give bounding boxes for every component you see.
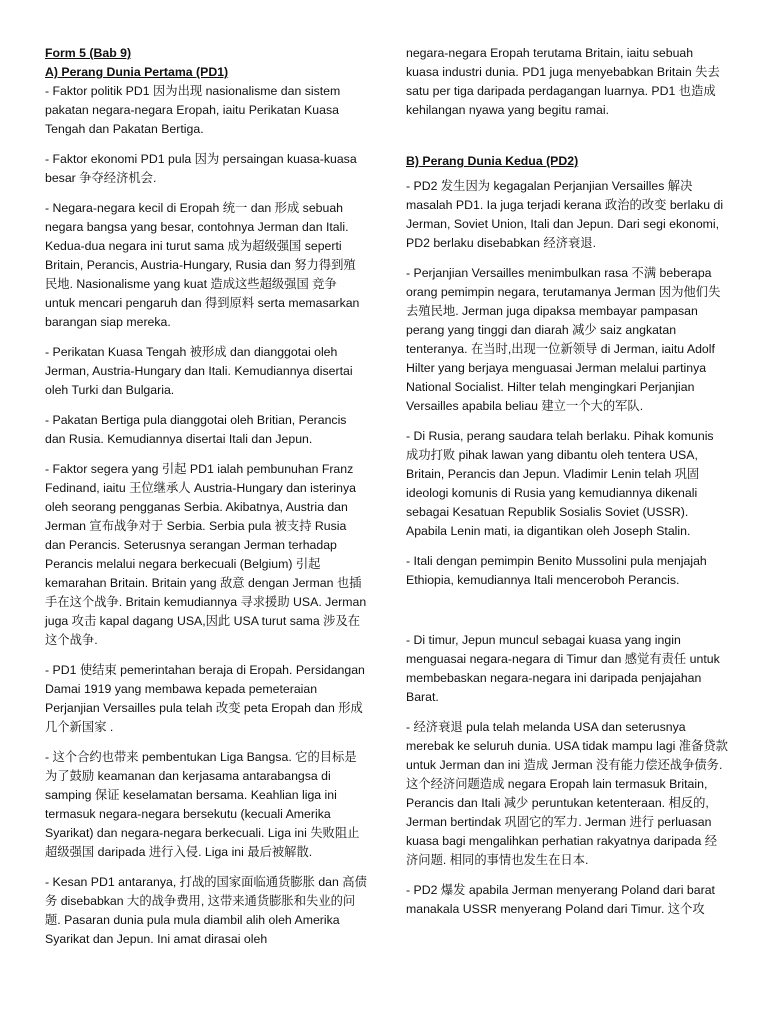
form-label: Form 5 (Bab 9) xyxy=(45,46,132,60)
paragraph: - 这个合约也带来 pembentukan Liga Bangsa. 它的目标是为了鼓励 keamanan dan kerjasama antarabangsa di samping 保证 keselamatan bersama. Keahlian liga ini termasuk negara-negara bersekutu (kecuali Amerika Syarikat) dan negara-negara berkecuali. Liga ini 失败阻止超级强国 daripada 进行入侵. Liga ini 最后被解散. xyxy=(45,750,360,859)
paragraph: - Itali dengan pemimpin Benito Mussolini pula menjajah Ethiopia, kemudiannya Itali menceroboh Perancis. xyxy=(406,554,707,587)
paragraph: - Kesan PD1 antaranya, 打战的国家面临通货膨胀 dan 高债务 disebabkan 大的战争费用, 这带来通货膨胀和失业的问题. Pasaran dunia pula mula diambil alih oleh Amerika Syarikat dan Jepun. Ini amat dirasai oleh xyxy=(45,875,367,946)
left-column xyxy=(45,44,367,960)
paragraph: - Faktor politik PD1 因为出现 nasionalisme dan sistem pakatan negara-negara Eropah, iaitu Perikatan Kuasa Tengah dan Pakatan Bertiga. xyxy=(45,84,341,136)
paragraph: - Negara-negara kecil di Eropah 统一 dan 形成 sebuah negara bangsa yang besar, contohnya Jerman dan Itali. Kedua-dua negara ini turut sama 成为超级强国 seperti Britain, Perancis, Austria-Hungary, Rusia dan 努力得到殖民地. Nasionalisme yang kuat 造成这些超级强国 竞争 untuk mencari pengaruh dan 得到原料 serta memasarkan barangan siap mereka. xyxy=(45,201,360,329)
paragraph: - PD2 爆发 apabila Jerman menyerang Poland dari barat manakala USSR menyerang Poland dari Timur. 这个攻 xyxy=(406,883,715,916)
section-heading-pd2: B) Perang Dunia Kedua (PD2) xyxy=(406,154,579,168)
paragraph: - PD1 使结束 pemerintahan beraja di Eropah. Persidangan Damai 1919 yang membawa kepada pemeteraian Perjanjian Versailles pula telah 改变 peta Eropah dan 形成几个新国家 . xyxy=(45,663,365,734)
paragraph: - Faktor ekonomi PD1 pula 因为 persaingan kuasa-kuasa besar 争夺经济机会. xyxy=(45,152,357,185)
spacer xyxy=(406,601,728,631)
paragraph-continuation: negara-negara Eropah terutama Britain, iaitu sebuah kuasa industri dunia. PD1 juga menyebabkan Britain 失去 satu per tiga daripada perdagangan luarnya. PD1 也造成 kehilangan nyawa yang begitu ramai. xyxy=(406,46,720,117)
paragraph: - Di Rusia, perang saudara telah berlaku. Pihak komunis 成功打败 pihak lawan yang dibantu oleh tentera USA, Britain, Perancis dan Jepun. Vladimir Lenin telah 巩固 ideologi komunis di Rusia yang kemudiannya dikenali sebagai Kesatuan Republik Sosialis Soviet (USSR). Apabila Lenin mati, ia digantikan oleh Joseph Stalin. xyxy=(406,429,714,538)
section-heading-pd1: A) Perang Dunia Pertama (PD1) xyxy=(45,65,229,79)
paragraph: - 经济衰退 pula telah melanda USA dan seterusnya merebak ke seluruh dunia. USA tidak mampu lagi 准备贷款 untuk Jerman dan ini 造成 Jerman 没有能力偿还战争债务. 这个经济问题造成 negara Eropah lain termasuk Britain, Perancis dan Itali 减少 peruntukan ketenteraan. 相反的, Jerman bertindak 巩固它的军力. Jerman 进行 perluasan kuasa bagi mengalihkan perhatian rakyatnya daripada 经济问题. 相同的事情也发生在日本. xyxy=(406,720,728,867)
paragraph: - Perikatan Kuasa Tengah 被形成 dan dianggotai oleh Jerman, Austria-Hungary dan Itali. Kemudiannya disertai oleh Turki dan Bulgaria. xyxy=(45,345,353,397)
paragraph: - Di timur, Jepun muncul sebagai kuasa yang ingin menguasai negara-negara di Timur dan 感觉有责任 untuk membebaskan negara-negara ini daripada penjajahan Barat. xyxy=(406,633,720,704)
paragraph: - PD2 发生因为 kegagalan Perjanjian Versailles 解决 masalah PD1. Ia juga terjadi kerana 政治的改变 berlaku di Jerman, Soviet Union, Itali dan Jepun. Dari segi ekonomi, PD2 berlaku disebabkan 经济衰退. xyxy=(406,179,724,250)
paragraph: - Faktor segera yang 引起 PD1 ialah pembunuhan Franz Fedinand, iaitu 王位继承人 Austria-Hungary dan isterinya oleh seorang pengganas Serbia. Akibatnya, Austria dan Jerman 宣布战争对于 Serbia. Serbia pula 被支持 Rusia dan Perancis. Seterusnya serangan Jerman terhadap Perancis melalui negara berkecuali (Belgium) 引起 kemarahan Britain. Britain yang 敌意 dengan Jerman 也插手在这个战争. Britain kemudiannya 寻求援助 USA. Jerman juga 攻击 kapal dagang USA,因此 USA turut sama 涉及在这个战争. xyxy=(45,462,367,647)
right-column xyxy=(406,44,728,930)
paragraph: - Pakatan Bertiga pula dianggotai oleh Britian, Perancis dan Rusia. Kemudiannya disertai Itali dan Jepun. xyxy=(45,413,347,446)
paragraph: - Perjanjian Versailles menimbulkan rasa 不满 beberapa orang pemimpin negara, terutamanya Jerman 因为他们失去殖民地. Jerman juga dipaksa membayar pampasan perang yang tinggi dan diarah 减少 saiz angkatan tenteranya. 在当时,出现一位新领导 di Jerman, iaitu Adolf Hilter yang berjaya menguasai Jerman melalui partinya National Socialist. Hilter telah mengingkari Perjanjian Versailles apabila beliau 建立一个大的军队. xyxy=(406,266,721,413)
